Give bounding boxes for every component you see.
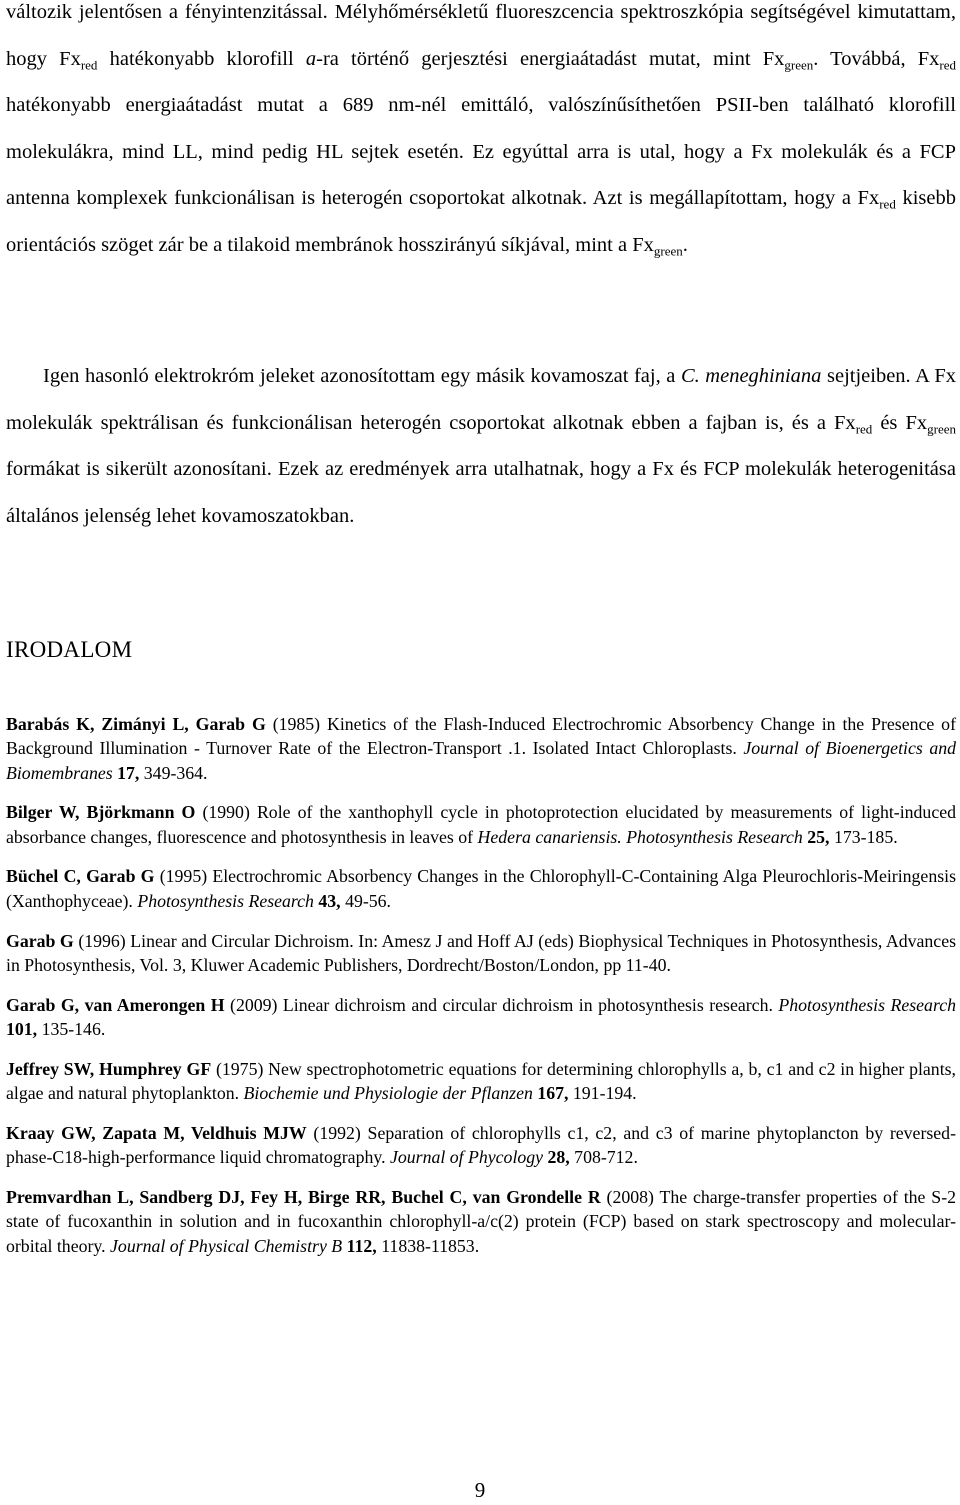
reference-pages: 11838-11853.: [376, 1235, 480, 1256]
reference-list: [6, 712, 956, 1258]
reference-text: (1996) Linear and Circular Dichroism. In: Amesz J and Hoff AJ (eds) Biophysical Techniques in Photosynthesis, Advances in Photosynthesis, Vol. 3, Kluwer Academic Publishers, Dordrecht/Boston/London, pp 11-40.: [6, 930, 957, 975]
italic-text: a: [305, 47, 317, 70]
subscript: green: [653, 243, 683, 259]
reference-item: [6, 929, 956, 978]
reference-volume: 17,: [112, 762, 140, 783]
text-run: és Fx: [872, 411, 928, 434]
subscript: green: [927, 421, 956, 437]
reference-item: [6, 1057, 956, 1106]
reference-item: [6, 864, 956, 913]
reference-journal: Biochemie und Physiologie der Pflanzen: [243, 1083, 533, 1104]
reference-journal: Journal of Phycology: [389, 1147, 544, 1168]
reference-text: (2009) Linear dichroism and circular dichroism in photosynthesis research.: [224, 994, 779, 1015]
reference-authors: Garab G: [6, 930, 74, 951]
subscript: red: [80, 57, 98, 73]
reference-item: [6, 993, 956, 1042]
reference-authors: Barabás K, Zimányi L, Garab G: [6, 714, 266, 734]
reference-pages: 708-712.: [569, 1147, 638, 1168]
reference-text: (1990) Role of the xanthophyll cycle in photoprotection elucidated by measurements of light-induced absorbance changes, fluorescence and photosynthesis in leaves of: [6, 802, 956, 847]
text-run: -ra történő gerjesztési energiaátadást mutat, mint Fx: [316, 47, 785, 70]
reference-item: [6, 1121, 956, 1170]
reference-text: (2008) The charge-transfer properties of the S-2 state of fucoxanthin in solution and in fucoxanthin chlorophyll-a/c(2) protein (FCP) based on stark spectroscopy and molecular-orbital theory.: [6, 1186, 957, 1256]
reference-item: [6, 800, 956, 849]
section-heading: IRODALOM: [6, 637, 133, 662]
text-run: hatékonyabb klorofill: [97, 47, 306, 70]
reference-volume: 167,: [532, 1083, 569, 1104]
reference-pages: 49-56.: [340, 890, 391, 911]
reference-volume: 112,: [342, 1235, 377, 1256]
reference-authors: Premvardhan L, Sandberg DJ, Fey H, Birge RR, Buchel C, van Grondelle R: [6, 1186, 601, 1207]
body-paragraph: [6, 0, 956, 269]
reference-volume: 43,: [313, 890, 341, 911]
reference-volume: 25,: [802, 826, 830, 847]
text-run: . Továbbá, Fx: [813, 47, 940, 70]
reference-pages: 135-146.: [37, 1018, 106, 1039]
reference-volume: 101,: [6, 1018, 38, 1039]
page-number: 9: [474, 1478, 486, 1502]
reference-text: (1992) Separation of chlorophylls c1, c2, and c3 of marine phytoplancton by reversed-phase-C18-high-performance liquid chromatography.: [6, 1122, 956, 1168]
text-run: változik jelentősen a fényintenzitással. Mélyhőmérsékletű fluoreszcencia spektroszkópia segítségével kimutattam, hogy Fx: [6, 1, 956, 70]
reference-text: (1985) Kinetics of the Flash-Induced Electrochromic Absorbency Change in the Presence of Background Illumination - Turnover Rate of the Electron-Transport .1. Isolated Intact Chloroplasts.: [6, 714, 956, 759]
reference-text: (1975) New spectrophotometric equations for determining chlorophylls a, b, c1 and c2 in higher plants, algae and natural phytoplankton.: [6, 1058, 957, 1104]
reference-item: [6, 712, 956, 785]
reference-pages: 349-364.: [139, 762, 208, 783]
text-run: sejtjeiben. A Fx molekulák spektrálisan és funkcionálisan heterogén csoportokat alkotnak ebben a fajban is, és a Fx: [6, 365, 956, 434]
reference-volume: 28,: [543, 1147, 570, 1168]
reference-journal: Hedera canariensis. Photosynthesis Research: [477, 826, 803, 847]
text-run: hatékonyabb energiaátadást mutat a 689 nm-nél emittáló, valószínűsíthetően PSII-ben található klorofill molekulákra, mind LL, mind pedig HL sejtek esetén. Ez egyúttal arra is utal, hogy a Fx molekulák és a FCP antenna komplexek funkcionálisan is heterogén csoportokat alkotnak. Azt is megállapítottam, hogy a Fx: [6, 94, 956, 210]
reference-pages: 173-185.: [829, 826, 898, 847]
reference-item: [6, 1185, 956, 1258]
subscript: red: [855, 421, 873, 437]
reference-authors: Bilger W, Björkmann O: [6, 802, 196, 823]
reference-journal: Journal of Bioenergetics and Biomembranes: [6, 738, 957, 783]
reference-journal: Photosynthesis Research: [778, 994, 956, 1015]
reference-authors: Jeffrey SW, Humphrey GF: [6, 1058, 212, 1079]
reference-journal: Photosynthesis Research: [137, 890, 314, 911]
subscript: red: [879, 196, 896, 212]
text-run: kisebb orientációs szöget zár be a tilakoid membránok hosszirányú síkjával, mint a Fx: [6, 187, 956, 256]
reference-pages: 191-194.: [568, 1083, 637, 1104]
text-run: Igen hasonló elektrokróm jeleket azonosítottam egy másik kovamoszat faj, a: [43, 365, 681, 387]
reference-authors: Büchel C, Garab G: [6, 866, 155, 887]
reference-authors: Garab G, van Amerongen H: [6, 994, 225, 1015]
text-run: .: [682, 233, 688, 256]
body-paragraph: [6, 353, 956, 539]
reference-authors: Kraay GW, Zapata M, Veldhuis MJW: [6, 1122, 307, 1143]
reference-text: (1995) Electrochromic Absorbency Changes in the Chlorophyll-C-Containing Alga Pleurochloris-Meiringensis (Xanthophyceae).: [6, 866, 956, 911]
italic-text: C. meneghiniana: [680, 365, 822, 387]
subscript: red: [939, 57, 957, 73]
reference-journal: Journal of Physical Chemistry B: [110, 1235, 343, 1256]
text-run: formákat is sikerült azonosítani. Ezek az eredmények arra utalhatnak, hogy a Fx és FCP molekulák heterogenitása általános jelenség lehet kovamoszatokban.: [6, 458, 956, 527]
subscript: green: [784, 57, 814, 73]
